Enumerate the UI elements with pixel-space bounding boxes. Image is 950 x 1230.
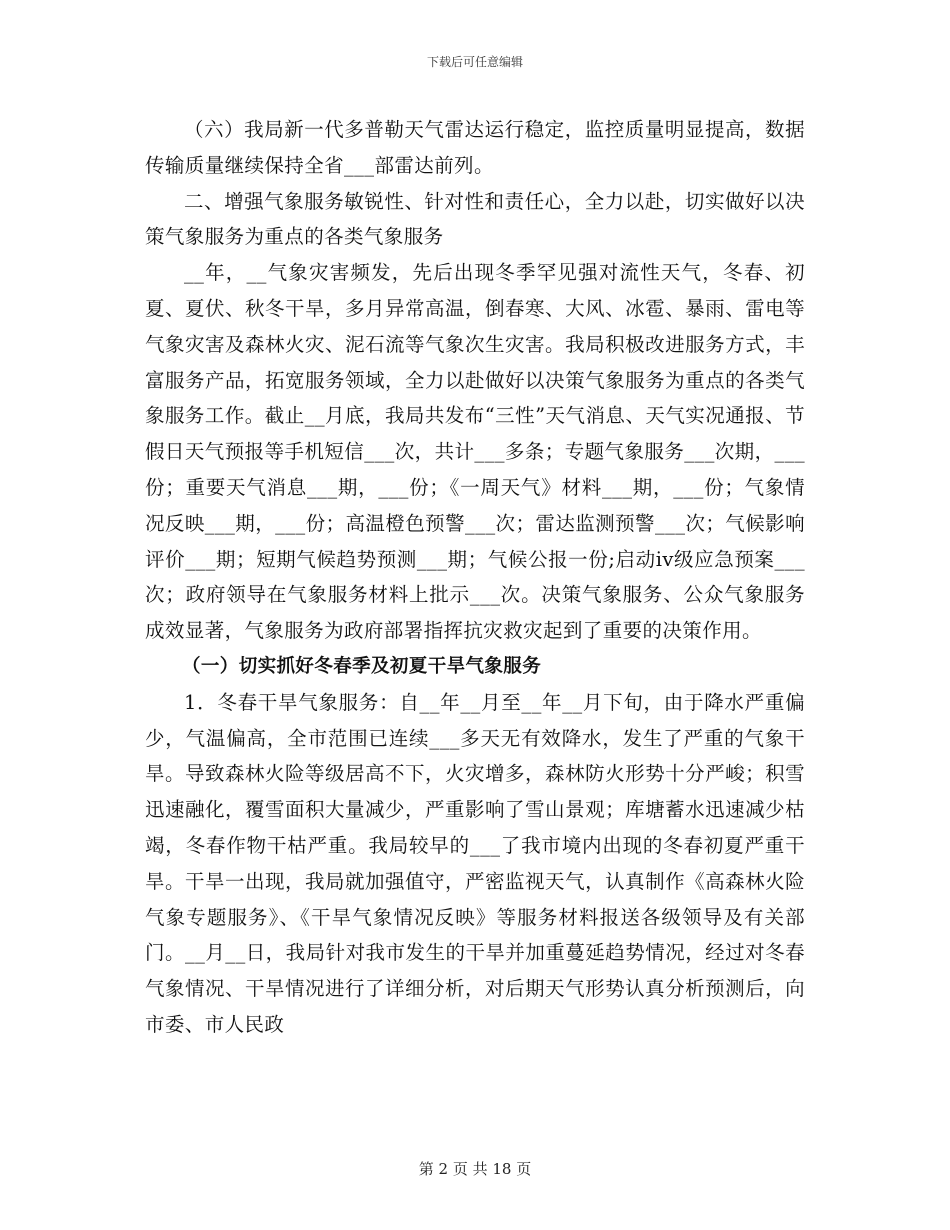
paragraph-radar-status: （六）我局新一代多普勒天气雷达运行稳定，监控质量明显提高，数据传输质量继续保持全省___部雷达前列。 (145, 118, 805, 177)
page-header-note: 下载后可任意编辑 (426, 55, 523, 69)
paragraph-drought-service: 1．冬春干旱气象服务：自__年__月至__年__月下旬，由于降水严重偏少，气温偏高，全市范围已连续___多天无有效降水，发生了严重的气象干旱。导致森林火险等级居高不下，火灾增多，森林防火形势十分严峻；积雪迅速融化，覆雪面积大量减少，严重影响了雪山景观；库塘蓄水迅速减少枯竭，冬春作物干枯严重。我局较早的___了我市境内出现的冬春初夏严重干旱。干旱一出现，我局就加强值守，严密监视天气，认真制作《高森林火险气象专题服务》、《干旱气象情况反映》等服务材料报送各级领导及有关部门。__月__日，我局针对我市发生的干旱并加重蔓延趋势情况，经过对冬春气象情况、干旱情况进行了详细分析，对后期天气形势认真分析预测后，向市委、市人民政 (145, 690, 805, 1036)
page-number-footer: 第 2 页 共 18 页 (418, 1160, 532, 1178)
section-heading-two: 二、增强气象服务敏锐性、针对性和责任心，全力以赴，切实做好以决策气象服务为重点的各类气象服务 (145, 189, 805, 249)
document-body (145, 112, 805, 1043)
paragraph-service-summary: __年，__气象灾害频发，先后出现冬季罕见强对流性天气，冬春、初夏、夏伏、秋冬干旱，多月异常高温，倒春寒、大风、冰雹、暴雨、雷电等气象灾害及森林火灾、泥石流等气象次生灾害。我局积极改进服务方式，丰富服务产品，拓宽服务领域，全力以赴做好以决策气象服务为重点的各类气象服务工作。截止__月底，我局共发布“三性”天气消息、天气实况通报、节假日天气预报等手机短信___次，共计___多条；专题气象服务___次期，___份；重要天气消息___期，___份；《一周天气》材料___期，___份；气象情况反映___期，___份；高温橙色预警___次；雷达监测预警___次；气候影响评价___期；短期气候趋势预测___期；气候公报一份;启动iv级应急预案___次；政府领导在气象服务材料上批示___次。决策气象服务、公众气象服务成效显著，气象服务为政府部署指挥抗灾救灾起到了重要的决策作用。 (145, 261, 805, 643)
subsection-heading-drought: （一）切实抓好冬春季及初夏干旱气象服务 (182, 655, 542, 677)
